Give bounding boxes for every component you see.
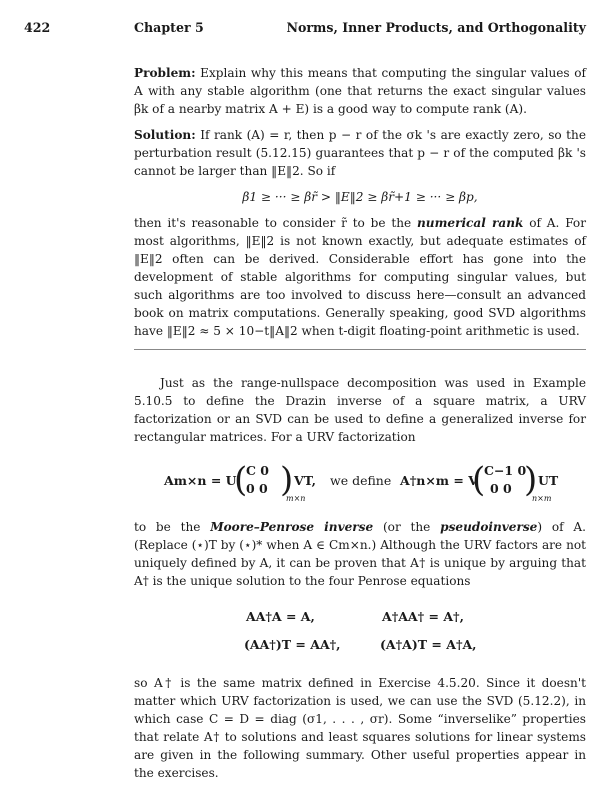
para2-a: to be the [134,520,211,534]
we-define: we define [330,473,392,488]
eq-left: Am×n = U [164,473,237,488]
penrose-eq-4: (A†A)T = A†A, [380,637,477,652]
solution-text-1: If rank (A) = r, then p − r of the σk 's are exactly zero, so the perturbation result (5.12.15) guarantees that p − r of the computed βk 's cannot be larger than ‖E‖2. So if [134,128,586,178]
penrose-eq-2: A†AA† = A†, [382,609,464,624]
penrose-eq-3: (AA†)T = AA†, [244,637,341,652]
exercise-block [134,64,586,348]
solution-paragraph [134,126,586,180]
running-title: Norms, Inner Products, and Orthogonality [286,20,586,35]
pseudoinverse-term: pseudoinverse [440,520,538,534]
page-number: 422 [24,20,51,35]
eq-mid: VT, [294,473,316,488]
urv-definition-equation [134,460,586,504]
eq-subscript-2: n×m [532,494,552,503]
chapter-label: Chapter 5 [134,20,204,35]
solution-text-2a: then it's reasonable to consider r̃ to be the [134,216,417,230]
penrose-equations [134,600,586,662]
rank-inequality: β1 ≥ ··· ≥ βr̃ > ‖E‖2 ≥ βr̃+1 ≥ ··· ≥ βp, [242,190,478,204]
paren-close-2: ) [524,460,538,500]
para2-b: (or the [373,520,441,534]
para2-c: ) of A. (Replace (⋆)T by (⋆)* when A ∈ Cm×n.) Although the URV factors are not uniquely defined by A, it can be proven that A† is unique by arguing that A† is the unique solution to the four Penrose equations [134,520,586,588]
intro-paragraph: Just as the range-nullspace decomposition was used in Example 5.10.5 to define the Drazin inverse of a square matrix, a URV factorization or an SVD can be used to define a generalized inverse for rectangular matrices. For a URV factorization [134,376,586,444]
eq-subscript-1: m×n [286,494,306,503]
matrix1-row2: 0 0 [246,481,268,496]
paren-open-2: ( [472,460,486,500]
solution-label: Solution: [134,128,196,142]
numerical-rank-term: numerical rank [417,216,524,230]
matrix2-row2: 0 0 [490,481,512,496]
matrix1-row1: C 0 [246,463,269,478]
eq-end: UT [538,473,559,488]
problem-text: Explain why this means that computing the singular values of A with any stable algorithm (one that returns the exact singular values βk of a nearby matrix A + E) is a good way to compute rank (A). [134,66,586,116]
moore-penrose-paragraph [134,518,586,590]
solution-paragraph-2 [134,214,586,340]
matrix2-row1: C−1 0 [484,463,527,478]
moore-penrose-term: Moore–Penrose inverse [210,520,374,534]
eq-right: A†n×m = V [400,473,478,488]
problem-paragraph [134,64,586,118]
closing-paragraph: so A† is the same matrix defined in Exercise 4.5.20. Since it doesn't matter which URV factorization is used, we can use the SVD (5.12.2), in which case C = D = diag (σ1, . . . , σr). Some “inverselike” properties that relate A† to solutions and least squares solutions for linear systems are given in the following summary. Other useful properties appear in the exercises. [134,676,586,780]
paren-open-1: ( [234,460,248,500]
section-divider [134,349,586,350]
penrose-eq-1: AA†A = A, [246,609,315,624]
running-header [24,20,586,38]
solution-text-2b: of A. For most algorithms, ‖E‖2 is not known exactly, but adequate estimates of ‖E‖2 often can be derived. Considerable effort has gone into the development of stable algorithms for computing singular values, but such algorithms are too involved to discuss here—consult an advanced book on matrix computations. Generally speaking, good SVD algorithms have ‖E‖2 ≈ 5 × 10−t‖A‖2 when t-digit floating-point arithmetic is used. [134,216,586,338]
paren-close-1: ) [280,460,294,500]
pseudoinverse-section [134,374,586,782]
problem-label: Problem: [134,66,196,80]
